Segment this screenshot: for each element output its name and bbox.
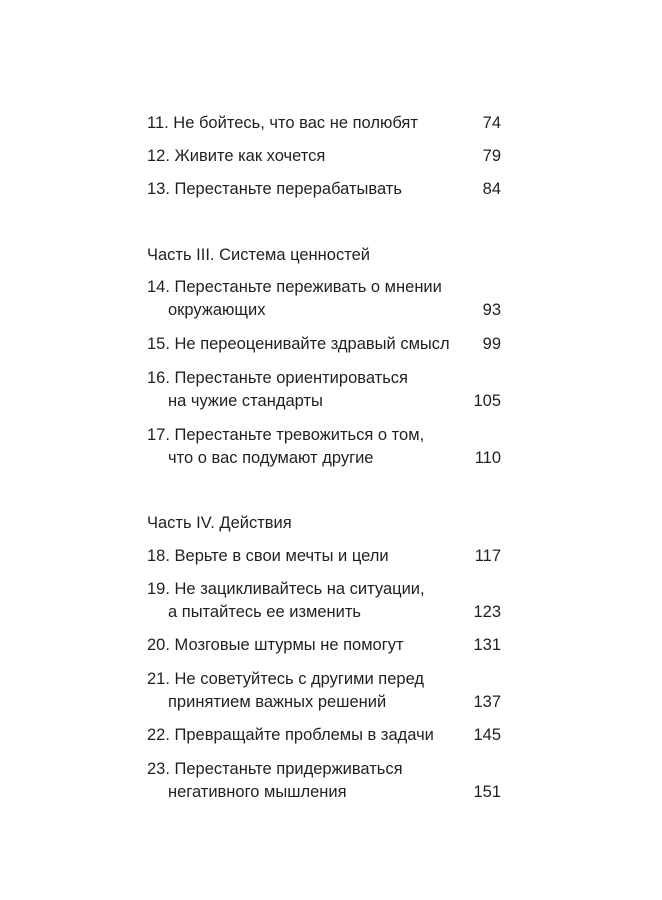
toc-entry-title-line2: на чужие стандарты	[168, 392, 323, 410]
toc-entry-21	[147, 668, 501, 714]
toc-page-number: 84	[482, 180, 501, 198]
part-heading-3: Часть III. Система ценностей	[147, 246, 370, 264]
toc-entry-title-line2: а пытайтесь ее изменить	[168, 603, 362, 621]
toc-entry-title-line1: 19. Не зацикливайтесь на ситуации,	[147, 580, 425, 598]
toc-entry-title: 20. Мозговые штурмы не помогут	[147, 636, 404, 654]
toc-entry-11	[147, 112, 501, 135]
toc-entry-title: 12. Живите как хочется	[147, 147, 326, 165]
toc-entry-title-line1: 16. Перестаньте ориентироваться	[147, 369, 408, 387]
toc-entry-19	[147, 578, 501, 624]
toc-entry-13	[147, 178, 501, 201]
toc-page-number: 105	[473, 392, 501, 410]
toc-entry-title: 18. Верьте в свои мечты и цели	[147, 547, 389, 565]
toc-entry-14	[147, 276, 501, 322]
toc-page-number: 99	[482, 335, 501, 353]
toc-page-number: 110	[474, 449, 501, 467]
toc-page-number: 117	[474, 547, 501, 565]
toc-page-number: 137	[473, 693, 501, 711]
toc-entry-12	[147, 145, 501, 168]
toc-page-number: 93	[482, 301, 501, 319]
toc-entry-title: 13. Перестаньте перерабатывать	[147, 180, 402, 198]
toc-page-number: 151	[473, 783, 501, 801]
toc-entry-title-line2: что о вас подумают другие	[168, 449, 374, 467]
toc-entry-15	[147, 333, 501, 356]
toc-page-number: 74	[482, 114, 501, 132]
toc-entry-title-line1: 23. Перестаньте придерживаться	[147, 760, 403, 778]
toc-entry-17	[147, 424, 501, 470]
toc-entry-16	[147, 367, 501, 413]
part-heading-4: Часть IV. Действия	[147, 514, 292, 532]
toc-entry-title-line1: 21. Не советуйтесь с другими перед	[147, 670, 425, 688]
toc-entry-title: 11. Не бойтесь, что вас не полюбят	[147, 114, 418, 132]
toc-entry-title: 22. Превращайте проблемы в задачи	[147, 726, 434, 744]
toc-page-number: 79	[482, 147, 501, 165]
toc-entry-title-line1: 14. Перестаньте переживать о мнении	[147, 278, 442, 296]
toc-entry-title-line2: принятием важных решений	[168, 693, 387, 711]
toc-entry-title-line2: негативного мышления	[168, 783, 347, 801]
toc-entry-title: 15. Не переоценивайте здравый смысл	[147, 335, 450, 353]
toc-entry-23	[147, 758, 501, 804]
toc-entry-18	[147, 545, 501, 568]
toc-page-number: 145	[473, 726, 501, 744]
toc-entry-22	[147, 724, 501, 747]
toc-entry-title-line1: 17. Перестаньте тревожиться о том,	[147, 426, 425, 444]
toc-entry-20	[147, 634, 501, 657]
toc-entry-title-line2: окружающих	[168, 301, 266, 319]
toc-page-number: 131	[473, 636, 501, 654]
toc-page-number: 123	[473, 603, 501, 621]
